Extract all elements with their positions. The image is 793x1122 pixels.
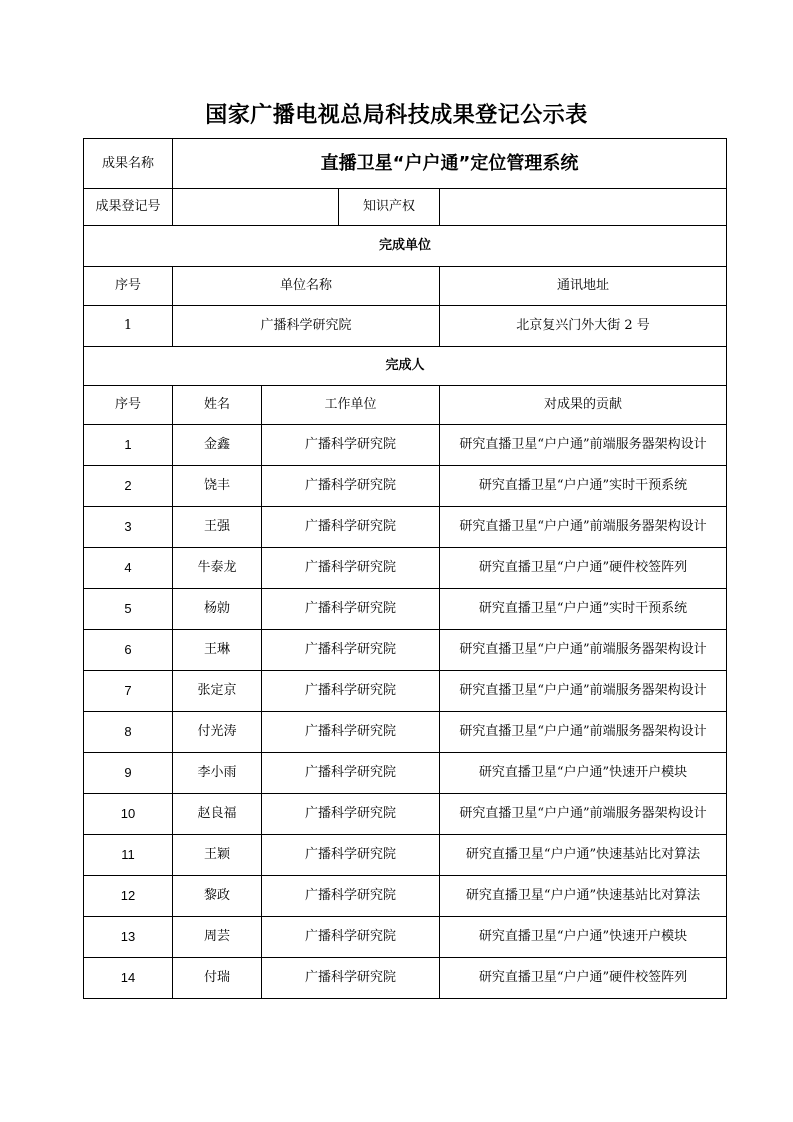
person-unit: 广播科学研究院 <box>262 425 440 466</box>
person-contribution: 研究直播卫星“户户通”前端服务器架构设计 <box>440 425 727 466</box>
persons-header-row <box>84 386 727 425</box>
person-name: 付瑞 <box>173 958 262 999</box>
achievement-name-row <box>84 139 727 189</box>
person-name: 黎政 <box>173 876 262 917</box>
units-name-header: 单位名称 <box>173 267 440 306</box>
unit-name: 广播科学研究院 <box>173 306 440 347</box>
registration-table <box>83 138 727 999</box>
person-name: 付光涛 <box>173 712 262 753</box>
person-unit: 广播科学研究院 <box>262 630 440 671</box>
person-contribution: 研究直播卫星“户户通”快速基站比对算法 <box>440 835 727 876</box>
person-contribution: 研究直播卫星“户户通”前端服务器架构设计 <box>440 794 727 835</box>
page-title: 国家广播电视总局科技成果登记公示表 <box>205 103 588 128</box>
persons-unit-header: 工作单位 <box>262 386 440 425</box>
person-unit: 广播科学研究院 <box>262 917 440 958</box>
person-unit: 广播科学研究院 <box>262 794 440 835</box>
person-contribution: 研究直播卫星“户户通”实时干预系统 <box>440 466 727 507</box>
person-contribution: 研究直播卫星“户户通”前端服务器架构设计 <box>440 671 727 712</box>
achievement-name-label: 成果名称 <box>84 139 173 189</box>
person-name: 牛泰龙 <box>173 548 262 589</box>
person-name: 王强 <box>173 507 262 548</box>
persons-name-header: 姓名 <box>173 386 262 425</box>
person-row <box>84 876 727 917</box>
person-index: 11 <box>84 835 173 876</box>
unit-index: 1 <box>84 306 173 347</box>
intellectual-property-value <box>440 189 727 226</box>
person-row <box>84 835 727 876</box>
unit-row <box>84 306 727 347</box>
person-contribution: 研究直播卫星“户户通”前端服务器架构设计 <box>440 507 727 548</box>
person-contribution: 研究直播卫星“户户通”前端服务器架构设计 <box>440 630 727 671</box>
person-index: 7 <box>84 671 173 712</box>
person-contribution: 研究直播卫星“户户通”前端服务器架构设计 <box>440 712 727 753</box>
person-row <box>84 466 727 507</box>
person-index: 8 <box>84 712 173 753</box>
intellectual-property-label: 知识产权 <box>339 189 440 226</box>
person-name: 王琳 <box>173 630 262 671</box>
person-name: 王颖 <box>173 835 262 876</box>
person-index: 14 <box>84 958 173 999</box>
person-index: 4 <box>84 548 173 589</box>
person-row <box>84 958 727 999</box>
person-index: 13 <box>84 917 173 958</box>
units-index-header: 序号 <box>84 267 173 306</box>
person-unit: 广播科学研究院 <box>262 548 440 589</box>
person-row <box>84 917 727 958</box>
person-row <box>84 425 727 466</box>
person-row <box>84 712 727 753</box>
persons-contribution-header: 对成果的贡献 <box>440 386 727 425</box>
person-row <box>84 589 727 630</box>
person-contribution: 研究直播卫星“户户通”快速开户模块 <box>440 917 727 958</box>
person-unit: 广播科学研究院 <box>262 466 440 507</box>
persons-table-body <box>84 425 727 999</box>
person-unit: 广播科学研究院 <box>262 835 440 876</box>
person-name: 金鑫 <box>173 425 262 466</box>
person-unit: 广播科学研究院 <box>262 876 440 917</box>
person-index: 1 <box>84 425 173 466</box>
persons-index-header: 序号 <box>84 386 173 425</box>
person-contribution: 研究直播卫星“户户通”快速开户模块 <box>440 753 727 794</box>
person-name: 饶丰 <box>173 466 262 507</box>
person-row <box>84 630 727 671</box>
person-unit: 广播科学研究院 <box>262 671 440 712</box>
person-name: 张定京 <box>173 671 262 712</box>
persons-section-header <box>84 347 727 386</box>
person-unit: 广播科学研究院 <box>262 507 440 548</box>
persons-section-title: 完成人 <box>84 347 727 386</box>
person-name: 李小雨 <box>173 753 262 794</box>
person-row <box>84 507 727 548</box>
person-index: 3 <box>84 507 173 548</box>
person-index: 10 <box>84 794 173 835</box>
person-index: 9 <box>84 753 173 794</box>
person-contribution: 研究直播卫星“户户通”硬件校签阵列 <box>440 548 727 589</box>
registration-number-label: 成果登记号 <box>84 189 173 226</box>
person-index: 12 <box>84 876 173 917</box>
person-unit: 广播科学研究院 <box>262 589 440 630</box>
person-index: 5 <box>84 589 173 630</box>
units-address-header: 通讯地址 <box>440 267 727 306</box>
registration-number-value <box>173 189 339 226</box>
person-contribution: 研究直播卫星“户户通”快速基站比对算法 <box>440 876 727 917</box>
person-contribution: 研究直播卫星“户户通”硬件校签阵列 <box>440 958 727 999</box>
person-row <box>84 753 727 794</box>
person-name: 杨勍 <box>173 589 262 630</box>
person-index: 6 <box>84 630 173 671</box>
person-unit: 广播科学研究院 <box>262 712 440 753</box>
person-unit: 广播科学研究院 <box>262 753 440 794</box>
person-name: 赵良福 <box>173 794 262 835</box>
registration-row <box>84 189 727 226</box>
achievement-name-value: 直播卫星“户户通”定位管理系统 <box>173 139 727 189</box>
person-row <box>84 794 727 835</box>
units-header-row <box>84 267 727 306</box>
unit-address: 北京复兴门外大街 2 号 <box>440 306 727 347</box>
person-name: 周芸 <box>173 917 262 958</box>
units-section-title: 完成单位 <box>84 226 727 267</box>
person-contribution: 研究直播卫星“户户通”实时干预系统 <box>440 589 727 630</box>
person-index: 2 <box>84 466 173 507</box>
person-row <box>84 548 727 589</box>
person-row <box>84 671 727 712</box>
person-unit: 广播科学研究院 <box>262 958 440 999</box>
units-section-header <box>84 226 727 267</box>
